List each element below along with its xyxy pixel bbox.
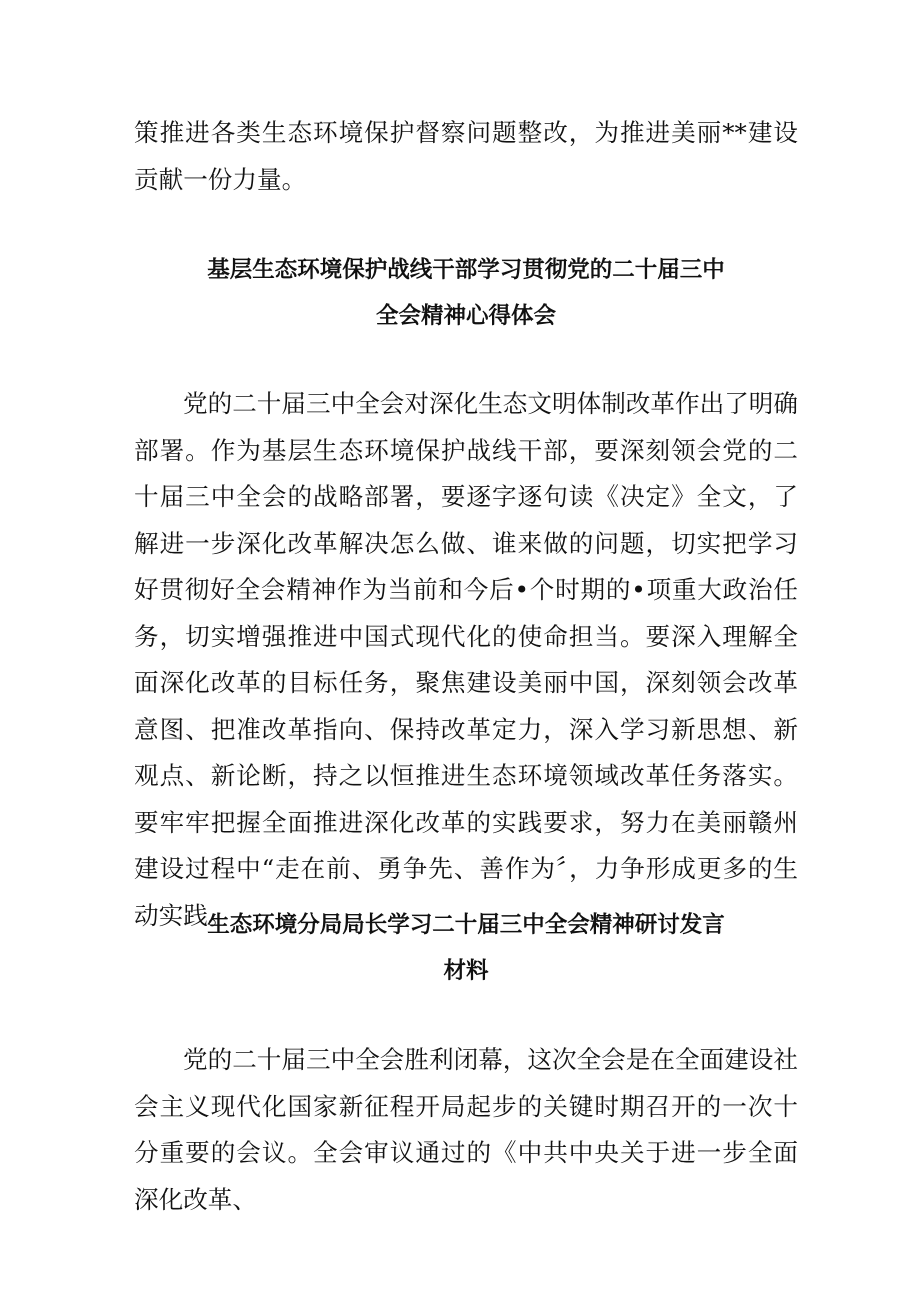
section2-body: 党的二十届三中全会胜利闭幕，这次全会是在全面建设社会主义现代化国家新征程开局起步的关键时期召开的一次十分重要的会议。全会审议通过的《中共中央关于进一步全面深化改革、 [134,1045,798,1214]
section1-title-line1: 基层生态环境保护战线干部学习贯彻党的二十届三中 [207,257,725,283]
section1-title [134,247,798,339]
intro-paragraph: 策推进各类生态环境保护督察问题整改，为推进美丽**建设贡献一份力量。 [134,118,798,194]
section1-title-line2: 全会精神心得体会 [375,303,556,329]
section2-title [134,902,798,994]
section1-body: 党的二十届三中全会对深化生态文明体制改革作出了明确部署。作为基层生态环境保护战线干部，要深刻领会党的二十届三中全会的战略部署，要逐字逐句读《决定》全文，了解进一步深化改革解决怎么做、谁来做的问题，切实把学习好贯彻好全会精神作为当前和今后•个时期的•项重大政治任务，切实增强推进中国式现代化的使命担当。要深入理解全面深化改革的目标任务，聚焦建设美丽中国，深刻领会改革意图、把准改革指向、保持改革定力，深入学习新思想、新观点、新论断，持之以恒推进生态环境领域改革任务落实。要牢牢把握全面推进深化改革的实践要求，努力在美丽赣州建设过程中“走在前、勇争先、善作为〞，力争形成更多的生动实践。 [134,389,798,930]
section2-title-line1: 生态环境分局局长学习二十届三中全会精神研讨发言 [207,912,725,938]
section2-title-line2: 材料 [443,958,489,984]
